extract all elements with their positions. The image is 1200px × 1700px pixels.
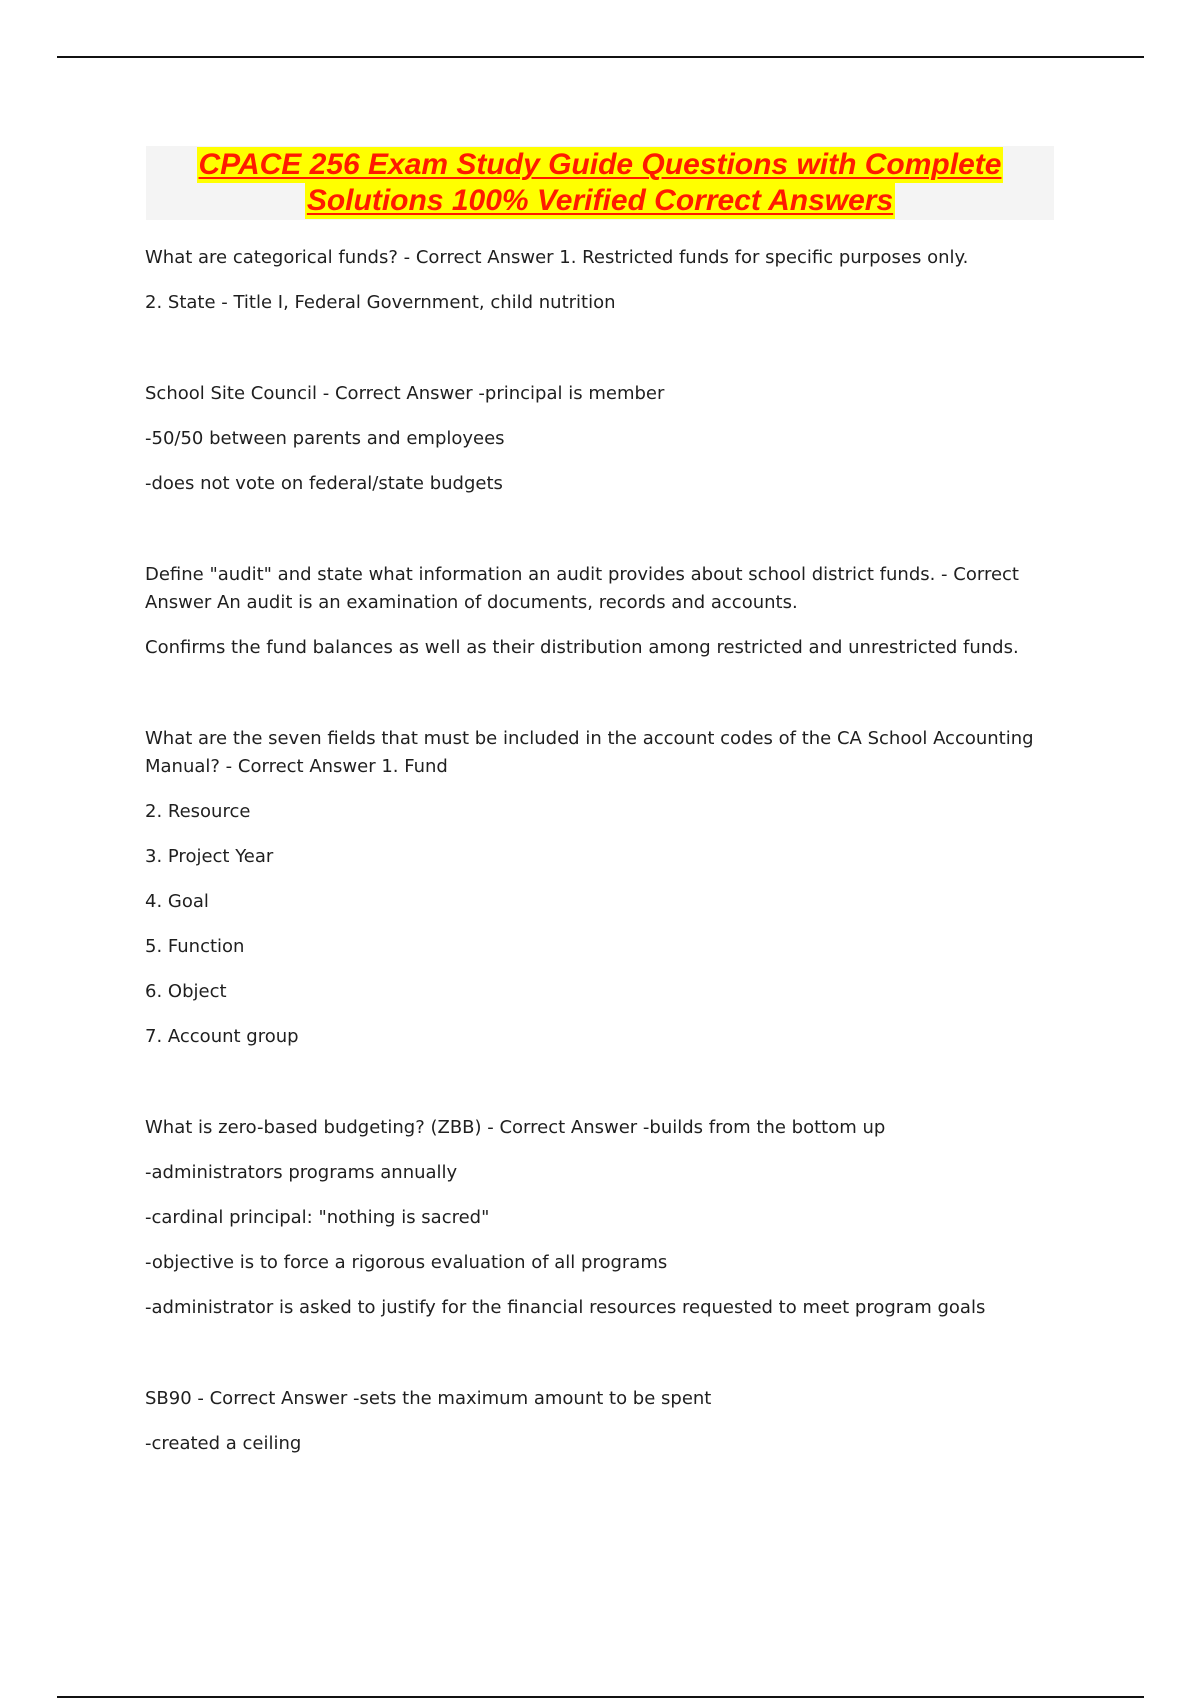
qa-line: -50/50 between parents and employees	[145, 428, 505, 449]
qa-line: SB90 - Correct Answer -sets the maximum amount to be spent	[145, 1388, 712, 1409]
qa-line: 5. Function	[145, 936, 245, 957]
qa-line: Define "audit" and state what information an audit provides about school district funds. - Correct Answer An audit is an examination of documents, records and accounts.	[145, 564, 1019, 613]
qa-line: -administrator is asked to justify for the financial resources requested to meet program goals	[145, 1297, 986, 1318]
qa-line: What are the seven fields that must be included in the account codes of the CA School Accounting Manual? - Correct Answer 1. Fund	[145, 728, 1034, 777]
top-horizontal-rule	[57, 56, 1144, 58]
bottom-horizontal-rule	[57, 1696, 1144, 1698]
qa-line: 6. Object	[145, 981, 227, 1002]
document-body	[145, 244, 1045, 1475]
qa-line: -does not vote on federal/state budgets	[145, 473, 503, 494]
qa-line: -objective is to force a rigorous evaluation of all programs	[145, 1252, 668, 1273]
qa-line: 2. State - Title I, Federal Government, child nutrition	[145, 292, 616, 313]
qa-line: Confirms the fund balances as well as their distribution among restricted and unrestricted funds.	[145, 637, 1019, 658]
qa-line: 7. Account group	[145, 1026, 299, 1047]
qa-line: -cardinal principal: "nothing is sacred"	[145, 1207, 490, 1228]
qa-line: -administrators programs annually	[145, 1162, 458, 1183]
document-title-line-1: CPACE 256 Exam Study Guide Questions with Complete	[198, 148, 1002, 181]
qa-line: School Site Council - Correct Answer -principal is member	[145, 383, 665, 404]
qa-line: What is zero-based budgeting? (ZBB) - Correct Answer -builds from the bottom up	[145, 1117, 886, 1138]
qa-line: 3. Project Year	[145, 846, 274, 867]
qa-line: 2. Resource	[145, 801, 251, 822]
document-title-block	[146, 146, 1054, 220]
qa-line: What are categorical funds? - Correct Answer 1. Restricted funds for specific purposes only.	[145, 247, 969, 268]
qa-line: 4. Goal	[145, 891, 209, 912]
qa-line: -created a ceiling	[145, 1433, 302, 1454]
document-title-line-2: Solutions 100% Verified Correct Answers	[306, 184, 894, 217]
